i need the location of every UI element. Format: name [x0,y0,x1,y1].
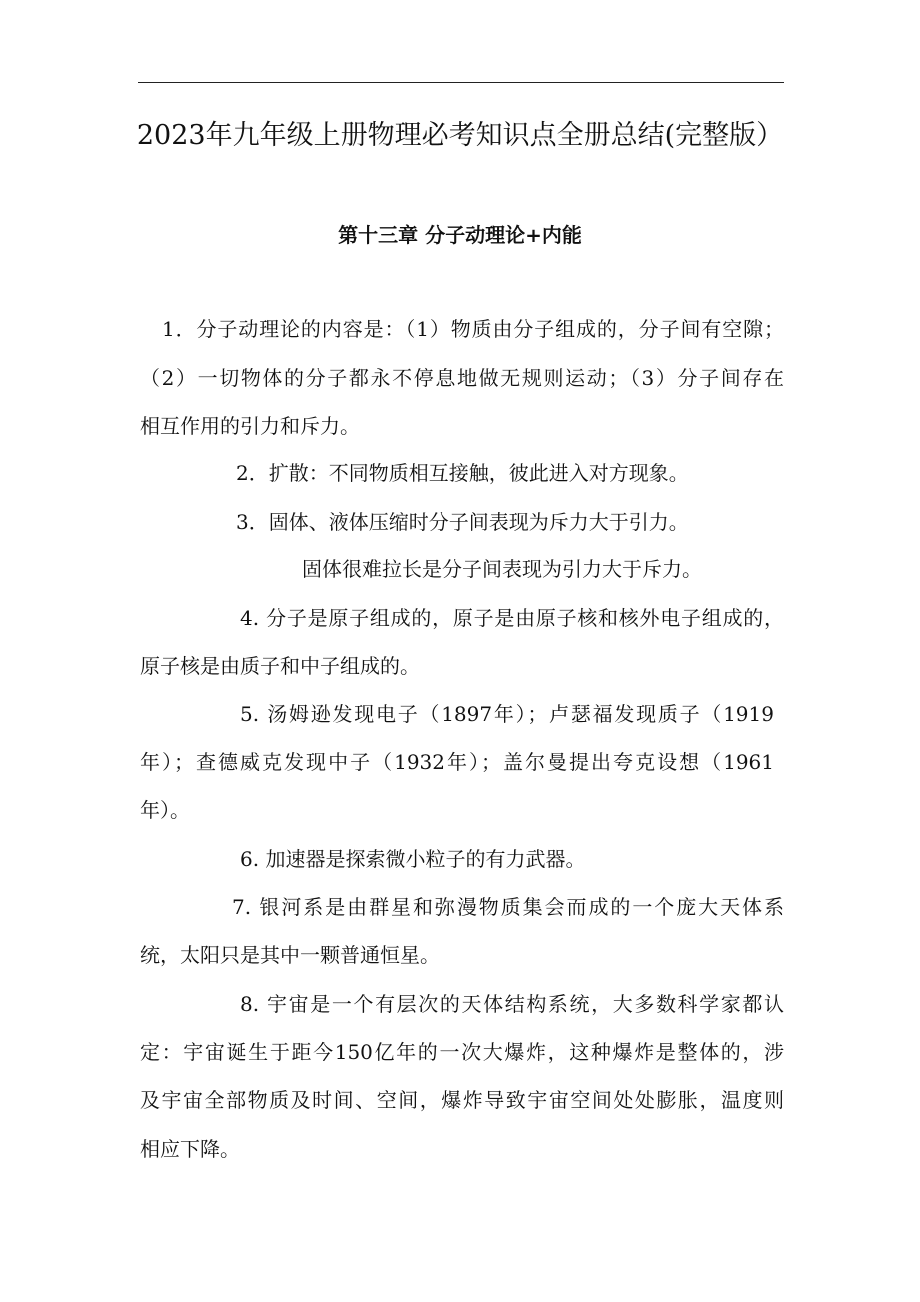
paragraph-line: 定：宇宙诞生于距今150亿年的一次大爆炸，这种爆炸是整体的，涉 [140,1040,784,1064]
paragraph-line: 相互作用的引力和斥力。 [140,414,360,438]
chapter-title: 第十三章 分子动理论+内能 [338,223,582,247]
document-title: 2023年九年级上册物理必考知识点全册总结(完整版） [136,120,784,151]
paragraph-line: 2．扩散：不同物质相互接触，彼此进入对方现象。 [236,461,689,485]
paragraph-line: 年）；查德威克发现中子（1932年）；盖尔曼提出夸克设想（1961 [140,750,774,774]
header-rule [138,82,784,83]
paragraph-line: 1．分子动理论的内容是：（1）物质由分子组成的，分子间有空隙； [162,317,784,341]
paragraph-line: 年）。 [140,798,190,822]
paragraph-line: 4. 分子是原子组成的，原子是由原子核和核外电子组成的， [240,606,784,630]
paragraph-line: （2）一切物体的分子都永不停息地做无规则运动；（3）分子间存在 [140,366,784,390]
paragraph-line: 7. 银河系是由群星和弥漫物质集会而成的一个庞大天体系 [232,895,784,919]
paragraph-line: 8. 宇宙是一个有层次的天体结构系统，大多数科学家都认 [240,992,784,1016]
paragraph-line: 原子核是由质子和中子组成的。 [140,654,420,678]
paragraph-line: 固体很难拉长是分子间表现为引力大于斥力。 [302,557,702,581]
paragraph-line: 5. 汤姆逊发现电子（1897年）；卢瑟福发现质子（1919 [240,702,774,726]
paragraph-line: 3．固体、液体压缩时分子间表现为斥力大于引力。 [236,510,689,534]
paragraph-line: 相应下降。 [140,1137,240,1161]
paragraph-line: 及宇宙全部物质及时间、空间，爆炸导致宇宙空间处处膨胀，温度则 [140,1088,784,1112]
paragraph-line: 6. 加速器是探索微小粒子的有力武器。 [240,847,586,871]
paragraph-line: 统，太阳只是其中一颗普通恒星。 [140,943,440,967]
